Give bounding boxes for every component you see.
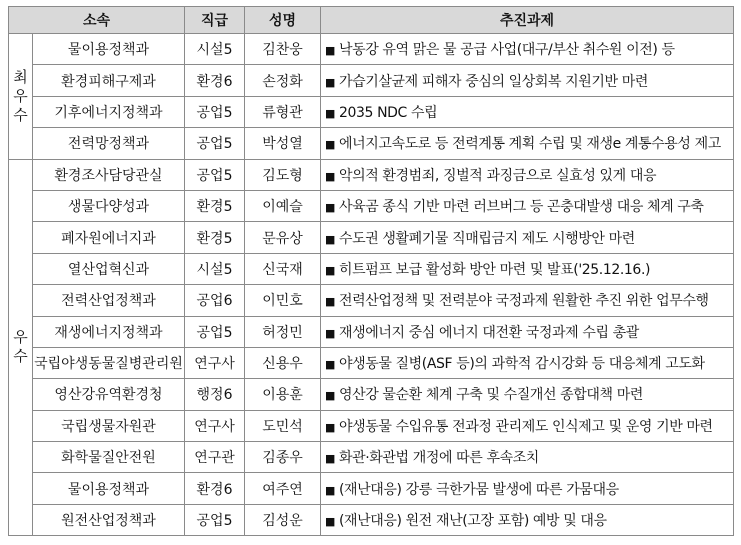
- table-row: [9, 253, 734, 284]
- table-row: [9, 190, 734, 221]
- bullet-icon: ■: [325, 169, 335, 183]
- bullet-icon: ■: [325, 483, 335, 497]
- rank-cell: 공업5: [185, 96, 245, 127]
- task-cell: [321, 410, 734, 441]
- task-cell: [321, 190, 734, 221]
- name-cell: 이민호: [245, 285, 321, 316]
- task-cell: [321, 473, 734, 504]
- table-row: [9, 379, 734, 410]
- rank-cell: 시설5: [185, 34, 245, 65]
- task-cell: [321, 34, 734, 65]
- name-cell: 박성열: [245, 128, 321, 159]
- header-rank: 직급: [185, 7, 245, 34]
- task-text: 영산강 물순환 체계 구축 및 수질개선 종합대책 마련: [339, 387, 643, 404]
- grade-label: [9, 34, 33, 160]
- award-table: [8, 6, 734, 536]
- table-row: [9, 65, 734, 96]
- table-row: [9, 285, 734, 316]
- name-cell: 김찬웅: [245, 34, 321, 65]
- task-text: 전력산업정책 및 전력분야 국정과제 원활한 추진 위한 업무수행: [339, 293, 709, 310]
- dept-cell: 영산강유역환경청: [33, 379, 185, 410]
- rank-cell: 환경6: [185, 473, 245, 504]
- rank-cell: 환경6: [185, 65, 245, 96]
- header-row: [9, 7, 734, 34]
- dept-cell: 화학물질안전원: [33, 442, 185, 473]
- rank-cell: 시설5: [185, 253, 245, 284]
- table-row: [9, 159, 734, 190]
- task-text: 가습기살균제 피해자 중심의 일상회복 지원기반 마련: [339, 73, 648, 90]
- table-row: [9, 410, 734, 441]
- bullet-icon: ■: [325, 420, 335, 434]
- bullet-icon: ■: [325, 263, 335, 277]
- dept-cell: 환경조사담당관실: [33, 159, 185, 190]
- rank-cell: 연구사: [185, 347, 245, 378]
- task-text: 야생동물 수입유통 전과정 관리제도 인식제고 및 운영 기반 마련: [339, 418, 713, 435]
- table-row: [9, 96, 734, 127]
- task-text: 수도권 생활폐기물 직매립금지 제도 시행방안 마련: [339, 230, 635, 247]
- task-cell: [321, 442, 734, 473]
- task-cell: [321, 128, 734, 159]
- bullet-icon: ■: [325, 358, 335, 372]
- dept-cell: 기후에너지정책과: [33, 96, 185, 127]
- rank-cell: 공업5: [185, 159, 245, 190]
- rank-cell: 환경5: [185, 190, 245, 221]
- bullet-icon: ■: [325, 75, 335, 89]
- dept-cell: 폐자원에너지과: [33, 222, 185, 253]
- name-cell: 류형관: [245, 96, 321, 127]
- table-row: [9, 504, 734, 535]
- name-cell: 문유상: [245, 222, 321, 253]
- bullet-icon: ■: [325, 138, 335, 152]
- bullet-icon: ■: [325, 44, 335, 58]
- name-cell: 신국재: [245, 253, 321, 284]
- task-text: 악의적 환경범죄, 징벌적 과징금으로 실효성 있게 대응: [339, 167, 657, 184]
- task-text: 사육곰 종식 기반 마련 러브버그 등 곤충대발생 대응 체계 구축: [339, 199, 704, 216]
- bullet-icon: ■: [325, 232, 335, 246]
- task-text: 야생동물 질병(ASF 등)의 과학적 감시강화 등 대응체계 고도화: [339, 356, 705, 373]
- name-cell: 신용우: [245, 347, 321, 378]
- task-cell: [321, 379, 734, 410]
- table-row: [9, 473, 734, 504]
- bullet-icon: ■: [325, 452, 335, 466]
- task-cell: [321, 253, 734, 284]
- bullet-icon: ■: [325, 295, 335, 309]
- name-cell: 이용훈: [245, 379, 321, 410]
- grade-text: 최우수: [13, 67, 28, 124]
- task-text: 2035 NDC 수립: [339, 104, 438, 121]
- table-body: [9, 34, 734, 536]
- dept-cell: 국립야생동물질병관리원: [33, 347, 185, 378]
- table-row: [9, 316, 734, 347]
- dept-cell: 환경피해구제과: [33, 65, 185, 96]
- task-cell: [321, 504, 734, 535]
- task-cell: [321, 65, 734, 96]
- task-text: 재생에너지 중심 에너지 대전환 국정과제 수립 총괄: [339, 324, 639, 341]
- name-cell: 도민석: [245, 410, 321, 441]
- rank-cell: 연구사: [185, 410, 245, 441]
- dept-cell: 재생에너지정책과: [33, 316, 185, 347]
- task-cell: [321, 316, 734, 347]
- header-dept: 소속: [9, 7, 185, 34]
- name-cell: 손정화: [245, 65, 321, 96]
- task-cell: [321, 159, 734, 190]
- task-text: (재난대응) 강릉 극한가뭄 발생에 따른 가뭄대응: [339, 481, 619, 498]
- table-row: [9, 347, 734, 378]
- bullet-icon: ■: [325, 201, 335, 215]
- name-cell: 김도형: [245, 159, 321, 190]
- task-cell: [321, 222, 734, 253]
- dept-cell: 원전산업정책과: [33, 504, 185, 535]
- grade-text: 우수: [13, 328, 28, 366]
- header-task: 추진과제: [321, 7, 734, 34]
- table-row: [9, 222, 734, 253]
- dept-cell: 국립생물자원관: [33, 410, 185, 441]
- grade-label: [9, 159, 33, 536]
- task-text: 에너지고속도로 등 전력계통 계획 수립 및 재생e 계통수용성 제고: [339, 136, 721, 153]
- task-cell: [321, 347, 734, 378]
- rank-cell: 환경5: [185, 222, 245, 253]
- task-cell: [321, 96, 734, 127]
- task-cell: [321, 285, 734, 316]
- table-row: [9, 34, 734, 65]
- dept-cell: 생물다양성과: [33, 190, 185, 221]
- table-row: [9, 128, 734, 159]
- rank-cell: 연구관: [185, 442, 245, 473]
- name-cell: 김성운: [245, 504, 321, 535]
- name-cell: 여주연: [245, 473, 321, 504]
- bullet-icon: ■: [325, 515, 335, 529]
- name-cell: 허정민: [245, 316, 321, 347]
- bullet-icon: ■: [325, 389, 335, 403]
- bullet-icon: ■: [325, 326, 335, 340]
- task-text: 낙동강 유역 맑은 물 공급 사업(대구/부산 취수원 이전) 등: [339, 42, 675, 59]
- task-text: 화관·화관법 개정에 따른 후속조치: [339, 450, 539, 467]
- dept-cell: 열산업혁신과: [33, 253, 185, 284]
- dept-cell: 전력망정책과: [33, 128, 185, 159]
- rank-cell: 공업6: [185, 285, 245, 316]
- dept-cell: 전력산업정책과: [33, 285, 185, 316]
- name-cell: 이예슬: [245, 190, 321, 221]
- name-cell: 김종우: [245, 442, 321, 473]
- table-row: [9, 442, 734, 473]
- bullet-icon: ■: [325, 106, 335, 120]
- task-text: 히트펌프 보급 활성화 방안 마련 및 발표('25.12.16.): [339, 261, 651, 278]
- task-text: (재난대응) 원전 재난(고장 포함) 예방 및 대응: [339, 513, 607, 530]
- header-name: 성명: [245, 7, 321, 34]
- rank-cell: 행정6: [185, 379, 245, 410]
- rank-cell: 공업5: [185, 504, 245, 535]
- rank-cell: 공업5: [185, 316, 245, 347]
- rank-cell: 공업5: [185, 128, 245, 159]
- dept-cell: 물이용정책과: [33, 34, 185, 65]
- dept-cell: 물이용정책과: [33, 473, 185, 504]
